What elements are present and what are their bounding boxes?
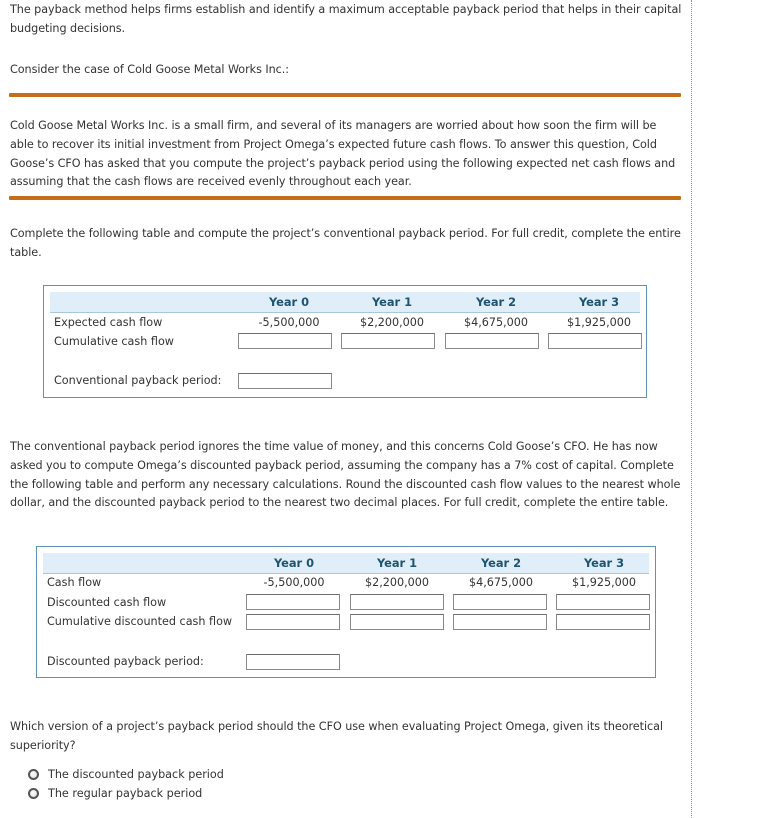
cumulative-discounted-cash-flow-year-3-input[interactable]	[556, 614, 650, 630]
case-description: Cold Goose Metal Works Inc. is a small firm, and several of its managers are worried about how soon the firm will be able to recover its initial investment from Project Omega’s expected future cash flows. To answer this question, Cold Goose’s CFO has asked that you compute the project’s payback period using the following expected net cash flows and assuming that the cash flows are received evenly throughout each year.	[10, 119, 676, 189]
cash-flow-year-0: -5,500,000	[263, 576, 325, 589]
cumulative-cash-flow-year-0-input[interactable]	[238, 333, 332, 349]
discounted-cash-flow-year-3-input[interactable]	[556, 594, 650, 610]
column-header-year-2: Year 2	[475, 295, 517, 309]
discounted-payback-period-input[interactable]	[246, 654, 340, 670]
conventional-instructions: Complete the following table and compute the project’s conventional payback period. For full credit, complete the entire table.	[10, 227, 681, 259]
cumulative-discounted-cash-flow-year-0-input[interactable]	[246, 614, 340, 630]
row-label-cumulative-cash-flow: Cumulative cash flow	[54, 335, 174, 348]
discounted-payback-label: Discounted payback period:	[47, 655, 204, 668]
radio-option-label[interactable]: The regular payback period	[48, 786, 203, 800]
radio-option-label[interactable]: The discounted payback period	[48, 767, 224, 781]
cash-flow-year-1: $2,200,000	[364, 576, 430, 589]
column-divider	[691, 0, 692, 818]
row-label-cumulative-discounted-cash-flow: Cumulative discounted cash flow	[47, 615, 233, 628]
table-header-row	[43, 553, 649, 574]
cumulative-cash-flow-year-3-input[interactable]	[548, 333, 642, 349]
expected-cash-flow-year-3: $1,925,000	[566, 316, 632, 329]
column-header-year-3: Year 3	[578, 295, 620, 309]
radio-option-discounted-payback[interactable]	[28, 766, 224, 782]
cash-flow-year-3: $1,925,000	[571, 576, 637, 589]
cash-flow-year-2: $4,675,000	[468, 576, 534, 589]
conventional-payback-label: Conventional payback period:	[54, 374, 222, 387]
cumulative-cash-flow-year-2-input[interactable]	[445, 333, 539, 349]
column-header-year-0: Year 0	[268, 295, 310, 309]
section-divider-top	[9, 93, 681, 97]
row-label-expected-cash-flow: Expected cash flow	[54, 316, 163, 329]
column-header-year-1: Year 1	[376, 556, 418, 570]
cumulative-cash-flow-year-1-input[interactable]	[341, 333, 435, 349]
cumulative-discounted-cash-flow-year-2-input[interactable]	[453, 614, 547, 630]
row-label-discounted-cash-flow: Discounted cash flow	[47, 596, 167, 609]
expected-cash-flow-year-0: -5,500,000	[258, 316, 320, 329]
column-header-year-0: Year 0	[273, 556, 315, 570]
intro-paragraph: The payback method helps firms establish and identify a maximum acceptable payback period that helps in their capital budgeting decisions.	[10, 3, 682, 35]
expected-cash-flow-year-2: $4,675,000	[463, 316, 529, 329]
conventional-payback-period-input[interactable]	[238, 373, 332, 389]
column-header-year-1: Year 1	[371, 295, 413, 309]
expected-cash-flow-year-1: $2,200,000	[359, 316, 425, 329]
column-header-year-2: Year 2	[480, 556, 522, 570]
radio-button-icon[interactable]	[28, 769, 39, 780]
discounted-cash-flow-year-1-input[interactable]	[350, 594, 444, 610]
question-text: Which version of a project’s payback period should the CFO use when evaluating Project Omega, given its theoretical superiority?	[10, 720, 663, 752]
discounted-cash-flow-year-2-input[interactable]	[453, 594, 547, 610]
table-header-row	[50, 292, 640, 313]
cumulative-discounted-cash-flow-year-1-input[interactable]	[350, 614, 444, 630]
radio-option-regular-payback[interactable]	[28, 785, 202, 801]
row-label-cash-flow: Cash flow	[47, 576, 102, 589]
case-intro-text: Consider the case of Cold Goose Metal Works Inc.:	[10, 63, 289, 76]
column-header-year-3: Year 3	[583, 556, 625, 570]
discounted-cash-flow-year-0-input[interactable]	[246, 594, 340, 610]
conventional-payback-table	[43, 285, 647, 398]
discounted-payback-table	[36, 546, 656, 678]
section-divider-bottom	[9, 196, 681, 200]
discounted-instructions: The conventional payback period ignores the time value of money, and this concerns Cold Goose’s CFO. He has now asked you to compute Omega’s discounted payback period, assuming the company has a 7% cost of capital. Complete the following table and perform any necessary calculations. Round the discounted cash flow values to the nearest whole dollar, and the discounted payback period to the nearest two decimal places. For full credit, complete the entire table.	[10, 440, 681, 510]
radio-button-icon[interactable]	[28, 788, 39, 799]
